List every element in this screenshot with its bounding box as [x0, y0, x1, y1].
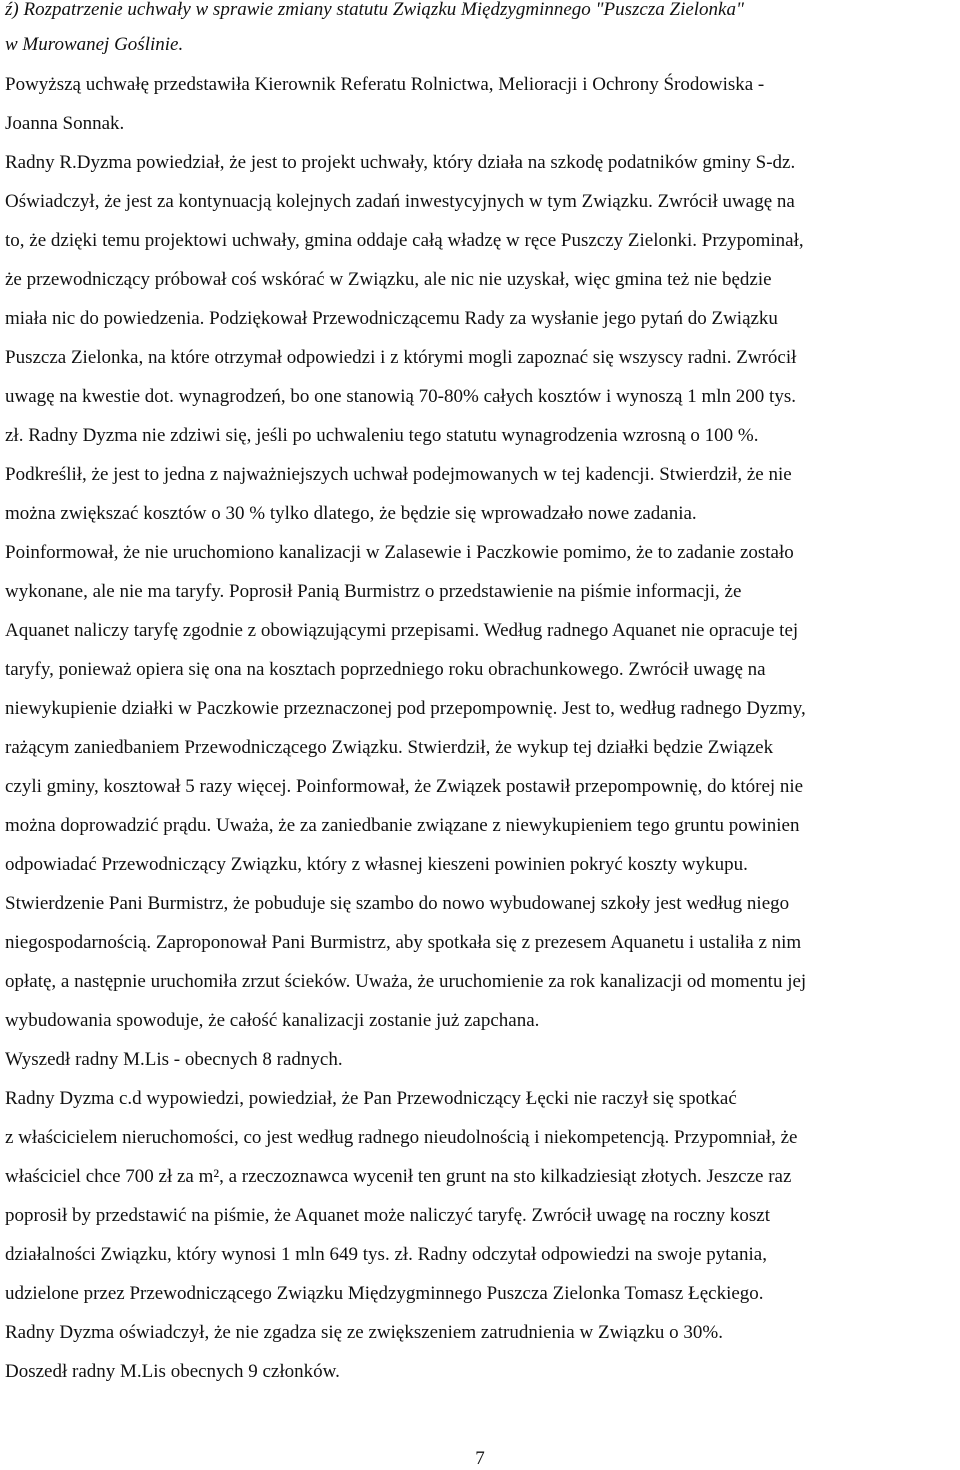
text-line: poprosił by przedstawić na piśmie, że Aquanet może naliczyć taryfę. Zwrócił uwagę na roczny koszt — [5, 1205, 770, 1226]
text-line: uwagę na kwestie dot. wynagrodzeń, bo one stanowią 70-80% całych kosztów i wynoszą 1 mln 200 tys. — [5, 386, 796, 407]
section-heading-line-2: w Murowanej Goślinie. — [5, 34, 184, 55]
page-number: 7 — [475, 1448, 485, 1469]
text-line: niegospodarnością. Zaproponował Pani Burmistrz, aby spotkała się z prezesem Aquanetu i ustaliła z nim — [5, 932, 802, 953]
text-line: opłatę, a następnie uruchomiła zrzut ścieków. Uważa, że uruchomienie za rok kanalizacji od momentu jej — [5, 971, 807, 992]
text-line: wybudowania spowoduje, że całość kanalizacji zostanie już zapchana. — [5, 1010, 540, 1031]
text-line: Oświadczył, że jest za kontynuacją kolejnych zadań inwestycyjnych w tym Związku. Zwrócił uwagę na — [5, 191, 795, 212]
text-line: Radny R.Dyzma powiedział, że jest to projekt uchwały, który działa na szkodę podatników gminy S-dz. — [5, 152, 796, 173]
text-line: z właścicielem nieruchomości, co jest według radnego nieudolnością i niekompetencją. Przypomniał, że — [5, 1127, 798, 1148]
text-line: Puszcza Zielonka, na które otrzymał odpowiedzi i z którymi mogli zapoznać się wszyscy radni. Zwrócił — [5, 347, 797, 368]
text-line: właściciel chce 700 zł za m², a rzeczoznawca wycenił ten grunt na sto kilkadziesiąt złotych. Jeszcze raz — [5, 1166, 792, 1187]
text-line: Radny Dyzma oświadczył, że nie zgadza się ze zwiększeniem zatrudnienia w Związku o 30%. — [5, 1322, 724, 1343]
text-line: udzielone przez Przewodniczącego Związku Międzygminnego Puszcza Zielonka Tomasz Łęckiego. — [5, 1283, 764, 1304]
text-line: Joanna Sonnak. — [5, 113, 125, 134]
text-line: miała nic do powiedzenia. Podziękował Przewodniczącemu Rady za wysłanie jego pytań do Związku — [5, 308, 778, 329]
text-line: można zwiększać kosztów o 30 % tylko dlatego, że będzie się wprowadzało nowe zadania. — [5, 503, 697, 524]
text-line: Poinformował, że nie uruchomiono kanalizacji w Zalasewie i Paczkowie pomimo, że to zadanie zostało — [5, 542, 794, 563]
text-line: Radny Dyzma c.d wypowiedzi, powiedział, że Pan Przewodniczący Łęcki nie raczył się spotkać — [5, 1088, 737, 1109]
text-line: Powyższą uchwałę przedstawiła Kierownik Referatu Rolnictwa, Melioracji i Ochrony Środowiska - — [5, 74, 765, 95]
text-line: rażącym zaniedbaniem Przewodniczącego Związku. Stwierdził, że wykup tej działki będzie Związek — [5, 737, 774, 758]
text-line: działalności Związku, który wynosi 1 mln 649 tys. zł. Radny odczytał odpowiedzi na swoje pytania, — [5, 1244, 767, 1265]
section-heading-line-1: ź) Rozpatrzenie uchwały w sprawie zmiany statutu Związku Międzygminnego "Puszcza Zielonka" — [5, 0, 744, 20]
text-line: czyli gminy, kosztował 5 razy więcej. Poinformował, że Związek postawił przepompownię, do której nie — [5, 776, 804, 797]
text-line: to, że dzięki temu projektowi uchwały, gmina oddaje całą władzę w ręce Puszczy Zielonki. Przypominał, — [5, 230, 804, 251]
text-line: Aquanet naliczy taryfę zgodnie z obowiązującymi przepisami. Według radnego Aquanet nie opracuje tej — [5, 620, 799, 641]
text-line: można doprowadzić prądu. Uważa, że za zaniedbanie związane z niewykupieniem tego gruntu powinien — [5, 815, 800, 836]
text-line: odpowiadać Przewodniczący Związku, który z własnej kieszeni powinien pokryć koszty wykupu. — [5, 854, 748, 875]
text-line: że przewodniczący próbował coś wskórać w Związku, ale nic nie uzyskał, więc gmina też nie będzie — [5, 269, 772, 290]
text-line: wykonane, ale nie ma taryfy. Poprosił Panią Burmistrz o przedstawienie na piśmie informacji, że — [5, 581, 742, 602]
text-line: taryfy, ponieważ opiera się ona na kosztach poprzedniego roku obrachunkowego. Zwrócił uwagę na — [5, 659, 766, 680]
text-line: Podkreślił, że jest to jedna z najważniejszych uchwał podejmowanych w tej kadencji. Stwierdził, że nie — [5, 464, 792, 485]
text-line: Wyszedł radny M.Lis - obecnych 8 radnych. — [5, 1049, 343, 1070]
text-line: niewykupienie działki w Paczkowie przeznaczonej pod przepompownię. Jest to, według radnego Dyzmy, — [5, 698, 806, 719]
text-line: Doszedł radny M.Lis obecnych 9 członków. — [5, 1361, 340, 1382]
text-line: Stwierdzenie Pani Burmistrz, że pobuduje się szambo do nowo wybudowanej szkoły jest według niego — [5, 893, 790, 914]
text-line: zł. Radny Dyzma nie zdziwi się, jeśli po uchwaleniu tego statutu wynagrodzenia wzrosną o 100 %. — [5, 425, 759, 446]
